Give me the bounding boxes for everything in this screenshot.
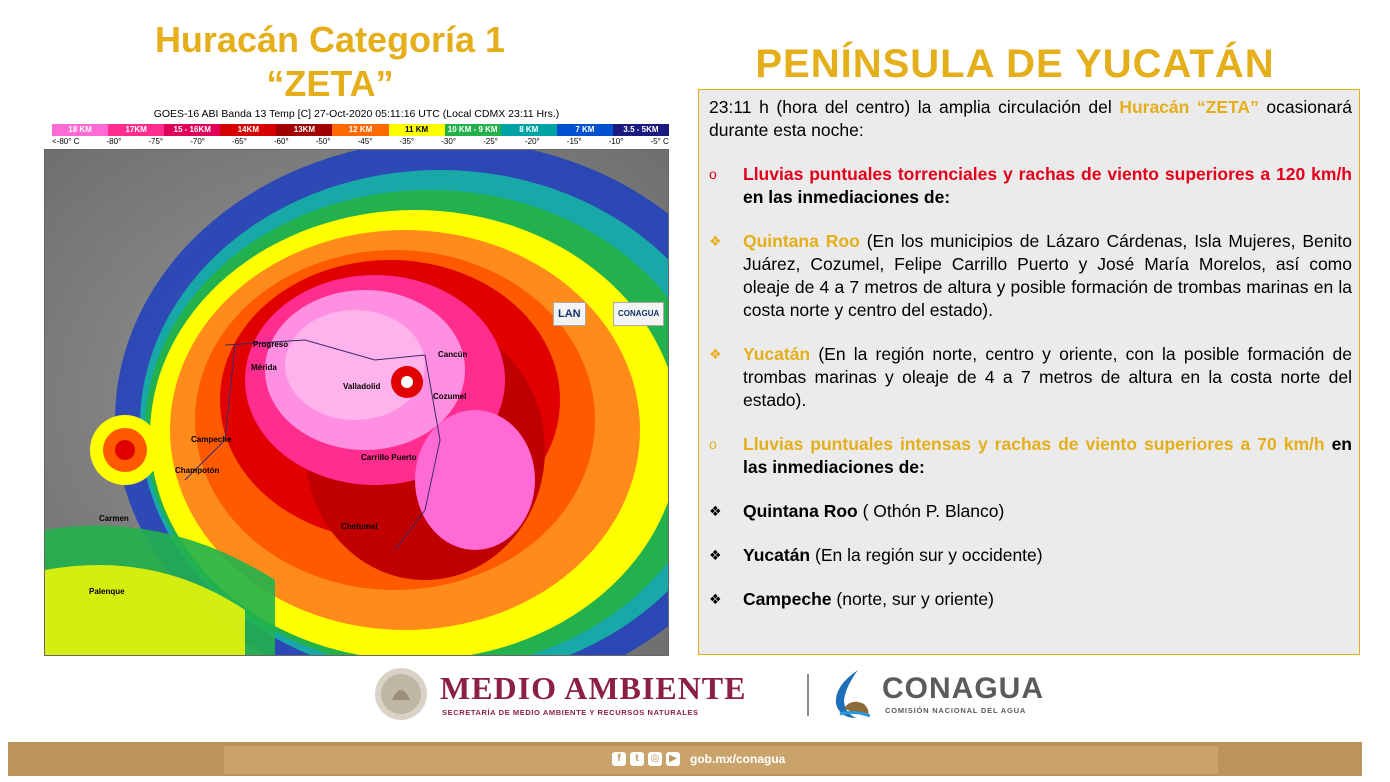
city-label: Chetumal xyxy=(341,522,378,531)
right-title: PENÍNSULA DE YUCATÁN xyxy=(755,42,1275,86)
item-state: Quintana Roo xyxy=(743,501,858,521)
city-label: Progreso xyxy=(253,340,289,349)
scale-tick: -65° xyxy=(232,137,247,146)
scale-segment: 8 KM xyxy=(501,124,557,136)
scale-segment: 15 - 16KM xyxy=(164,124,220,136)
satellite-image xyxy=(44,149,669,656)
scale-tick: -45° xyxy=(357,137,373,146)
satellite-picture xyxy=(45,150,668,655)
list-item xyxy=(709,230,1352,322)
diamond-bullet-icon: ❖ xyxy=(709,591,722,607)
intro-prefix: 23:11 h (hora del centro) la amplia circulación del xyxy=(709,97,1120,117)
scale-tick: -35° xyxy=(399,137,415,146)
left-title xyxy=(60,18,600,106)
logo-divider xyxy=(807,674,809,716)
item-detail: ( Othón P. Blanco) xyxy=(857,501,1005,521)
conagua-small-logo: CONAGUA xyxy=(613,302,664,326)
bulletin-intro xyxy=(709,96,1352,142)
scale-tick: -75° xyxy=(148,137,164,146)
city-label: Carmen xyxy=(99,514,129,523)
section1-suffix: en las inmediaciones de: xyxy=(743,187,951,207)
scale-segment: 14KM xyxy=(220,124,276,136)
item-detail: (norte, sur y oriente) xyxy=(831,589,994,609)
item-state: Quintana Roo xyxy=(743,231,860,251)
conagua-subtitle: COMISIÓN NACIONAL DEL AGUA xyxy=(885,706,1027,715)
left-title-line2: “ZETA” xyxy=(266,63,394,104)
institution-logos xyxy=(370,664,1070,724)
scale-tick: -15° xyxy=(566,137,582,146)
footer-url[interactable]: gob.mx/conagua xyxy=(690,752,786,766)
scale-segment: 7 KM xyxy=(557,124,613,136)
scale-ticks xyxy=(52,137,669,148)
left-title-line1: Huracán Categoría 1 xyxy=(154,19,506,60)
mexico-seal-icon xyxy=(370,666,432,722)
bulletin-panel xyxy=(698,89,1360,655)
scale-tick: -50° xyxy=(315,137,331,146)
scale-tick: -25° xyxy=(483,137,498,146)
scale-segment: 17KM xyxy=(108,124,164,136)
lanot-logo: LAN xyxy=(553,302,586,326)
scale-tick: -60° xyxy=(273,137,289,146)
satellite-caption: GOES-16 ABI Banda 13 Temp [C] 27-Oct-2020 05:11:16 UTC (Local CDMX 23:11 Hrs.) xyxy=(153,108,560,120)
item-detail: (En los municipios de Lázaro Cárdenas, Isla Mujeres, Benito Juárez, Cozumel, Felipe Carrillo Puerto y José María Morelos, así como oleaje de 4 a 7 metros de altura y posible formación de trombas marinas en la costa norte y centro del estado). xyxy=(743,231,1352,320)
city-label: Mérida xyxy=(251,363,277,372)
section-heading-torrential xyxy=(709,163,1352,209)
scale-tick: -30° xyxy=(441,137,457,146)
scale-tick: -5° C xyxy=(650,137,669,146)
scale-tick: <-80° C xyxy=(52,137,80,146)
city-label: Carrillo Puerto xyxy=(361,453,417,462)
conagua-drop-icon xyxy=(828,668,874,720)
conagua-logo: CONAGUA xyxy=(882,672,1044,705)
diamond-bullet-icon: ❖ xyxy=(709,346,722,362)
section1-highlight: Lluvias puntuales torrenciales y rachas de viento superiores a 120 km/h xyxy=(743,164,1352,184)
diamond-bullet-icon: ❖ xyxy=(709,233,722,249)
medio-ambiente-subtitle: SECRETARÍA DE MEDIO AMBIENTE Y RECURSOS NATURALES xyxy=(442,708,699,717)
item-state: Campeche xyxy=(743,589,832,609)
scale-segment: 18 KM xyxy=(52,124,108,136)
scale-tick: -20° xyxy=(524,137,540,146)
city-label: Cancún xyxy=(438,350,468,359)
city-label: Valladolid xyxy=(343,382,381,391)
section2-suffix: en las inmediaciones de: xyxy=(743,434,1352,477)
scale-segment: 3.5 - 5KM xyxy=(613,124,669,136)
scale-tick: -80° xyxy=(106,137,122,146)
scale-tick: -10° xyxy=(608,137,624,146)
city-label: Campeche xyxy=(191,435,232,444)
item-state: Yucatán xyxy=(743,545,811,565)
intro-suffix: ocasionará durante esta noche: xyxy=(709,97,1353,140)
list-item xyxy=(709,588,1352,611)
diamond-bullet-icon: ❖ xyxy=(709,503,722,519)
temperature-scale xyxy=(52,124,669,136)
twitter-icon[interactable]: t xyxy=(630,752,644,766)
circle-bullet-icon: o xyxy=(709,166,717,182)
scale-segment: 10 KM - 9 KM xyxy=(445,124,501,136)
bulletin-text xyxy=(709,96,1352,611)
scale-segment: 12 KM xyxy=(332,124,388,136)
list-item xyxy=(709,500,1352,523)
facebook-icon[interactable]: f xyxy=(612,752,626,766)
youtube-icon[interactable]: ▶ xyxy=(666,752,680,766)
item-state: Yucatán xyxy=(743,344,811,364)
diamond-bullet-icon: ❖ xyxy=(709,547,722,563)
item-detail: (En la región sur y occidente) xyxy=(810,545,1043,565)
instagram-icon[interactable]: ◎ xyxy=(648,752,662,766)
scale-segment: 13KM xyxy=(276,124,332,136)
city-label: Cozumel xyxy=(433,392,467,401)
city-label: Palenque xyxy=(89,587,125,596)
scale-segment: 11 KM xyxy=(389,124,445,136)
medio-ambiente-logo: MEDIO AMBIENTE xyxy=(440,670,747,706)
section-heading-intense xyxy=(709,433,1352,479)
footer-content xyxy=(612,750,785,768)
scale-tick: -70° xyxy=(190,137,205,146)
list-item xyxy=(709,544,1352,567)
city-label: Champotón xyxy=(175,466,220,475)
list-item xyxy=(709,343,1352,412)
circle-bullet-icon: o xyxy=(709,436,717,452)
intro-highlight: Huracán “ZETA” xyxy=(1119,97,1259,117)
item-detail: (En la región norte, centro y oriente, con la posible formación de trombas marinas y oleaje de 4 a 7 metros de altura en la costa norte del estado). xyxy=(743,344,1352,410)
section2-highlight: Lluvias puntuales intensas y rachas de viento superiores a 70 km/h xyxy=(743,434,1325,454)
